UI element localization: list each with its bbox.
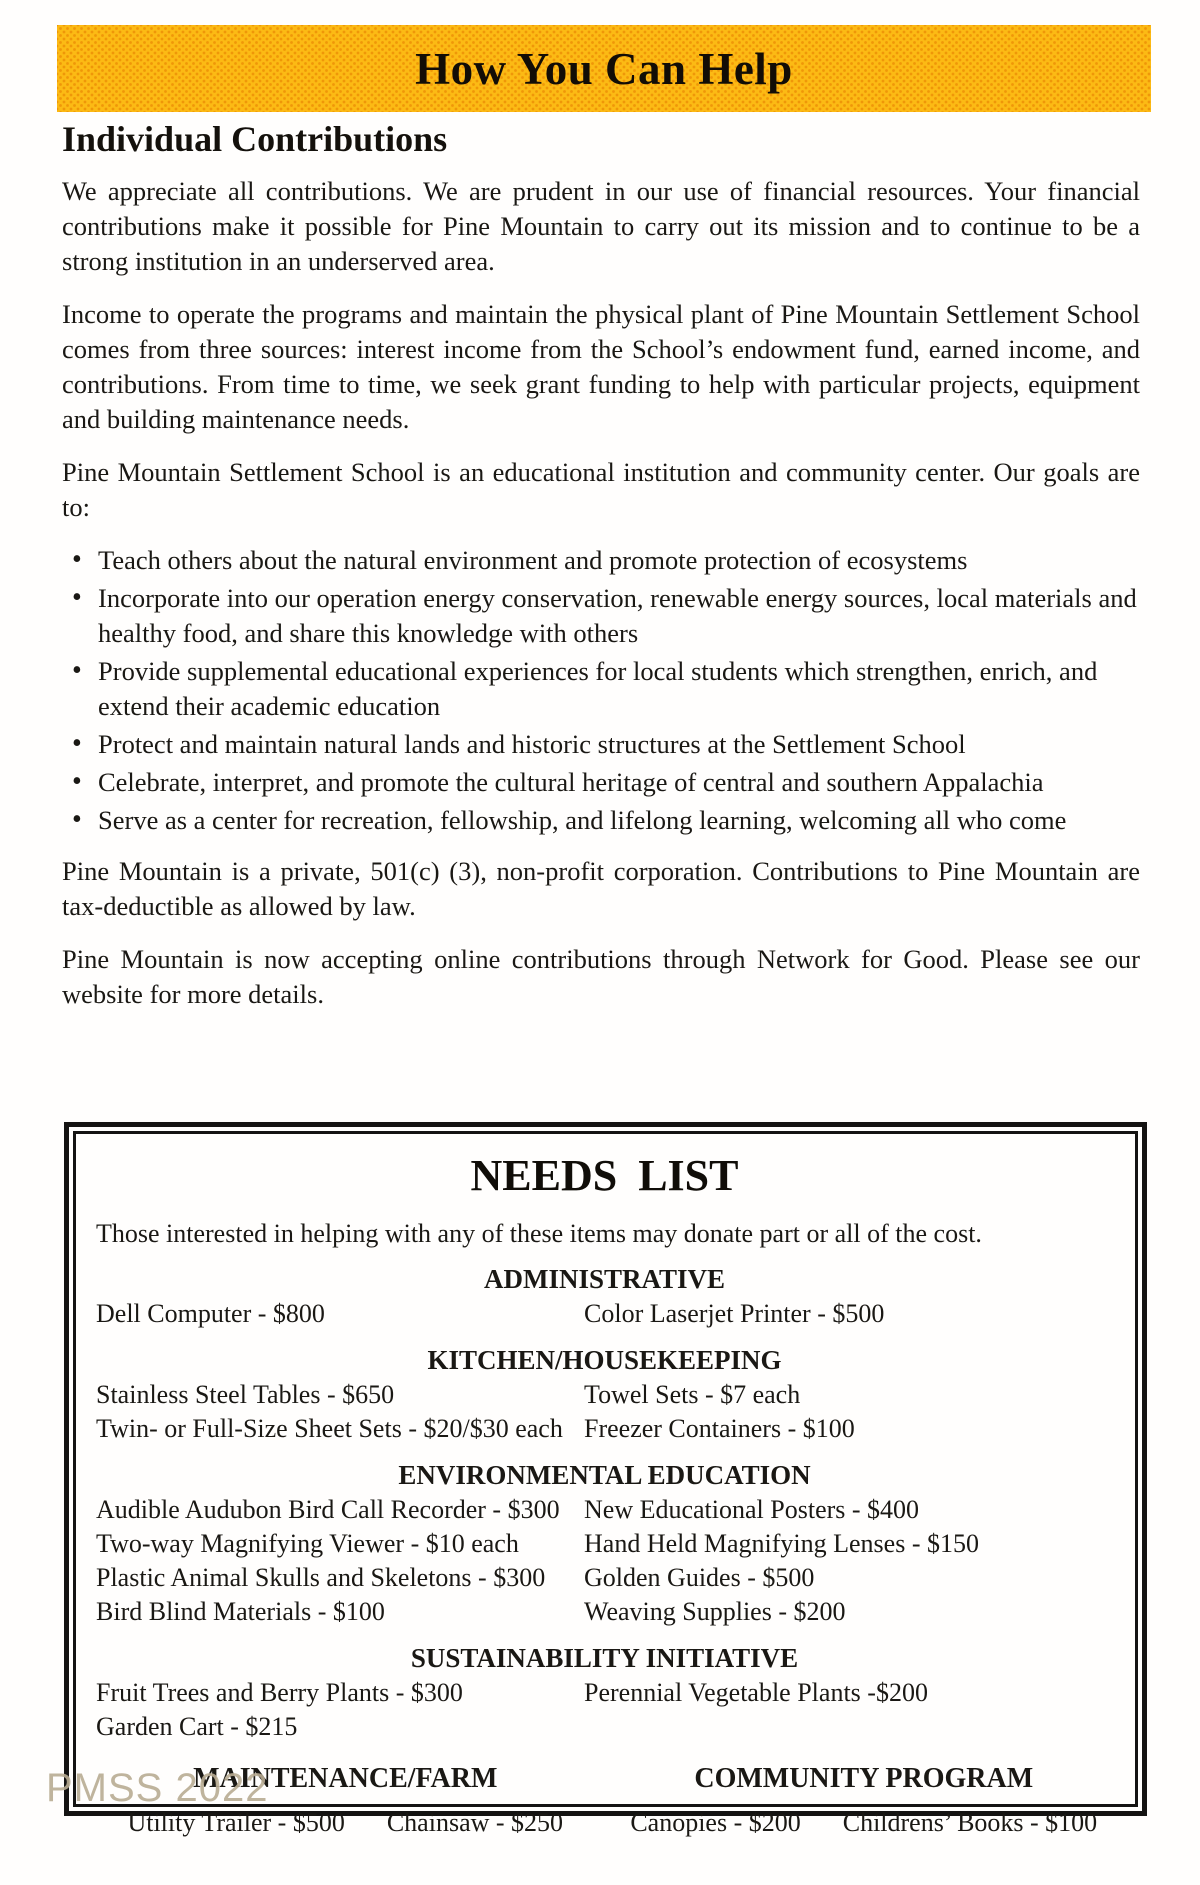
needs-column-left (96, 1493, 574, 1629)
needs-item: Perennial Vegetable Plants -$200 (584, 1678, 928, 1707)
needs-item: Twin- or Full-Size Sheet Sets - $20/$30 each (96, 1414, 563, 1443)
needs-item: Stainless Steel Tables - $650 (96, 1380, 395, 1409)
needs-item: Dell Computer - $800 (96, 1299, 325, 1328)
needs-section-columns (96, 1297, 1113, 1331)
needs-section-heading: COMMUNITY PROGRAM (694, 1763, 1034, 1794)
banner-title: How You Can Help (415, 43, 793, 94)
needs-list-inner-border (73, 1131, 1138, 1837)
needs-item: Garden Cart - $215 (96, 1712, 298, 1741)
needs-section-community-program (615, 1762, 1114, 1840)
goals-list (62, 543, 1140, 838)
needs-item: Freezer Containers - $100 (584, 1414, 855, 1443)
needs-column-left (96, 1378, 574, 1446)
needs-section-heading: ADMINISTRATIVE (483, 1264, 726, 1294)
paragraph: Pine Mountain is a private, 501(c) (3), non-profit corporation. Contributions to Pine Mountain are tax-deductible as allowed by law. (62, 856, 1140, 921)
goal-item: • Incorporate into our operation energy conservation, renewable energy sources, local materials and healthy food, and share this knowledge with others (98, 581, 1140, 651)
needs-list-intro: Those interested in helping with any of these items may donate part or all of the cost. (96, 1219, 982, 1248)
needs-item: Fruit Trees and Berry Plants - $300 (96, 1678, 463, 1707)
needs-section-heading: MAINTENANCE/FARM (193, 1763, 498, 1794)
paragraph: We appreciate all contributions. We are prudent in our use of financial resources. Your financial contributions make it possible for Pine Mountain to carry out its mission and to continue to be a strong institution in an underserved area. (62, 176, 1140, 276)
goal-item: • Teach others about the natural environment and promote protection of ecosystems (98, 543, 1140, 578)
needs-item: Color Laserjet Printer - $500 (584, 1299, 885, 1328)
page-banner (57, 25, 1151, 112)
needs-column-left (96, 1297, 574, 1331)
needs-section-columns (96, 1493, 1113, 1629)
watermark: PMSS 2022 (46, 1766, 269, 1810)
paragraph: Pine Mountain Settlement School is an educational institution and community center. Our goals are to: (62, 457, 1140, 522)
needs-column-right (584, 1378, 1113, 1446)
goal-item: • Celebrate, interpret, and promote the cultural heritage of central and southern Appalachia (98, 765, 1140, 800)
needs-item: Weaving Supplies - $200 (584, 1597, 846, 1626)
needs-section-sustainability-initiative (96, 1642, 1113, 1744)
needs-section-administrative (96, 1263, 1113, 1331)
goal-item: • Serve as a center for recreation, fellowship, and lifelong learning, welcoming all who come (98, 803, 1140, 838)
needs-column-right (584, 1676, 1113, 1744)
needs-section-heading: KITCHEN/HOUSEKEEPING (427, 1345, 782, 1375)
needs-item: Utility Trailer - $500 (127, 1808, 345, 1837)
needs-section-kitchen-housekeeping (96, 1344, 1113, 1446)
needs-item: Towel Sets - $7 each (584, 1380, 801, 1409)
goal-item: • Protect and maintain natural lands and historic structures at the Settlement School (98, 727, 1140, 762)
needs-item: Two-way Magnifying Viewer - $10 each (96, 1529, 519, 1558)
needs-item: Childrens’ Books - $100 (842, 1808, 1098, 1837)
needs-item: Golden Guides - $500 (584, 1563, 815, 1592)
needs-item: Chainsaw - $250 (386, 1808, 564, 1837)
section-heading-individual-contributions: Individual Contributions (62, 119, 448, 159)
needs-section-columns (96, 1676, 1113, 1744)
needs-item: Canopies - $200 (630, 1808, 801, 1837)
needs-item: Bird Blind Materials - $100 (96, 1597, 385, 1626)
article-body (62, 118, 1140, 1030)
needs-item: Plastic Animal Skulls and Skeletons - $300 (96, 1563, 546, 1592)
needs-column-right (584, 1297, 1113, 1331)
paragraph: Pine Mountain is now accepting online contributions through Network for Good. Please see our website for more details. (62, 944, 1140, 1009)
needs-item: Audible Audubon Bird Call Recorder - $300 (96, 1495, 560, 1524)
needs-section-heading: SUSTAINABILITY INITIATIVE (410, 1643, 799, 1673)
needs-section-items (615, 1806, 1114, 1840)
needs-item: New Educational Posters - $400 (584, 1495, 920, 1524)
needs-list-box (64, 1122, 1147, 1837)
needs-section-columns (96, 1378, 1113, 1446)
needs-item: Hand Held Magnifying Lenses - $150 (584, 1529, 979, 1558)
needs-list-title: NEEDS LIST (470, 1151, 739, 1200)
needs-column-right (584, 1493, 1113, 1629)
needs-section-heading: ENVIRONMENTAL EDUCATION (398, 1460, 811, 1490)
goal-item: • Provide supplemental educational experiences for local students which strengthen, enrich, and extend their academic education (98, 654, 1140, 724)
needs-column-left (96, 1676, 574, 1744)
needs-section-items (96, 1806, 595, 1840)
needs-section-environmental-education (96, 1459, 1113, 1629)
paragraph: Income to operate the programs and maintain the physical plant of Pine Mountain Settlement School comes from three sources: interest income from the School’s endowment fund, earned income, and contributions. From time to time, we seek grant funding to help with particular projects, equipment and building maintenance needs. (62, 299, 1140, 434)
